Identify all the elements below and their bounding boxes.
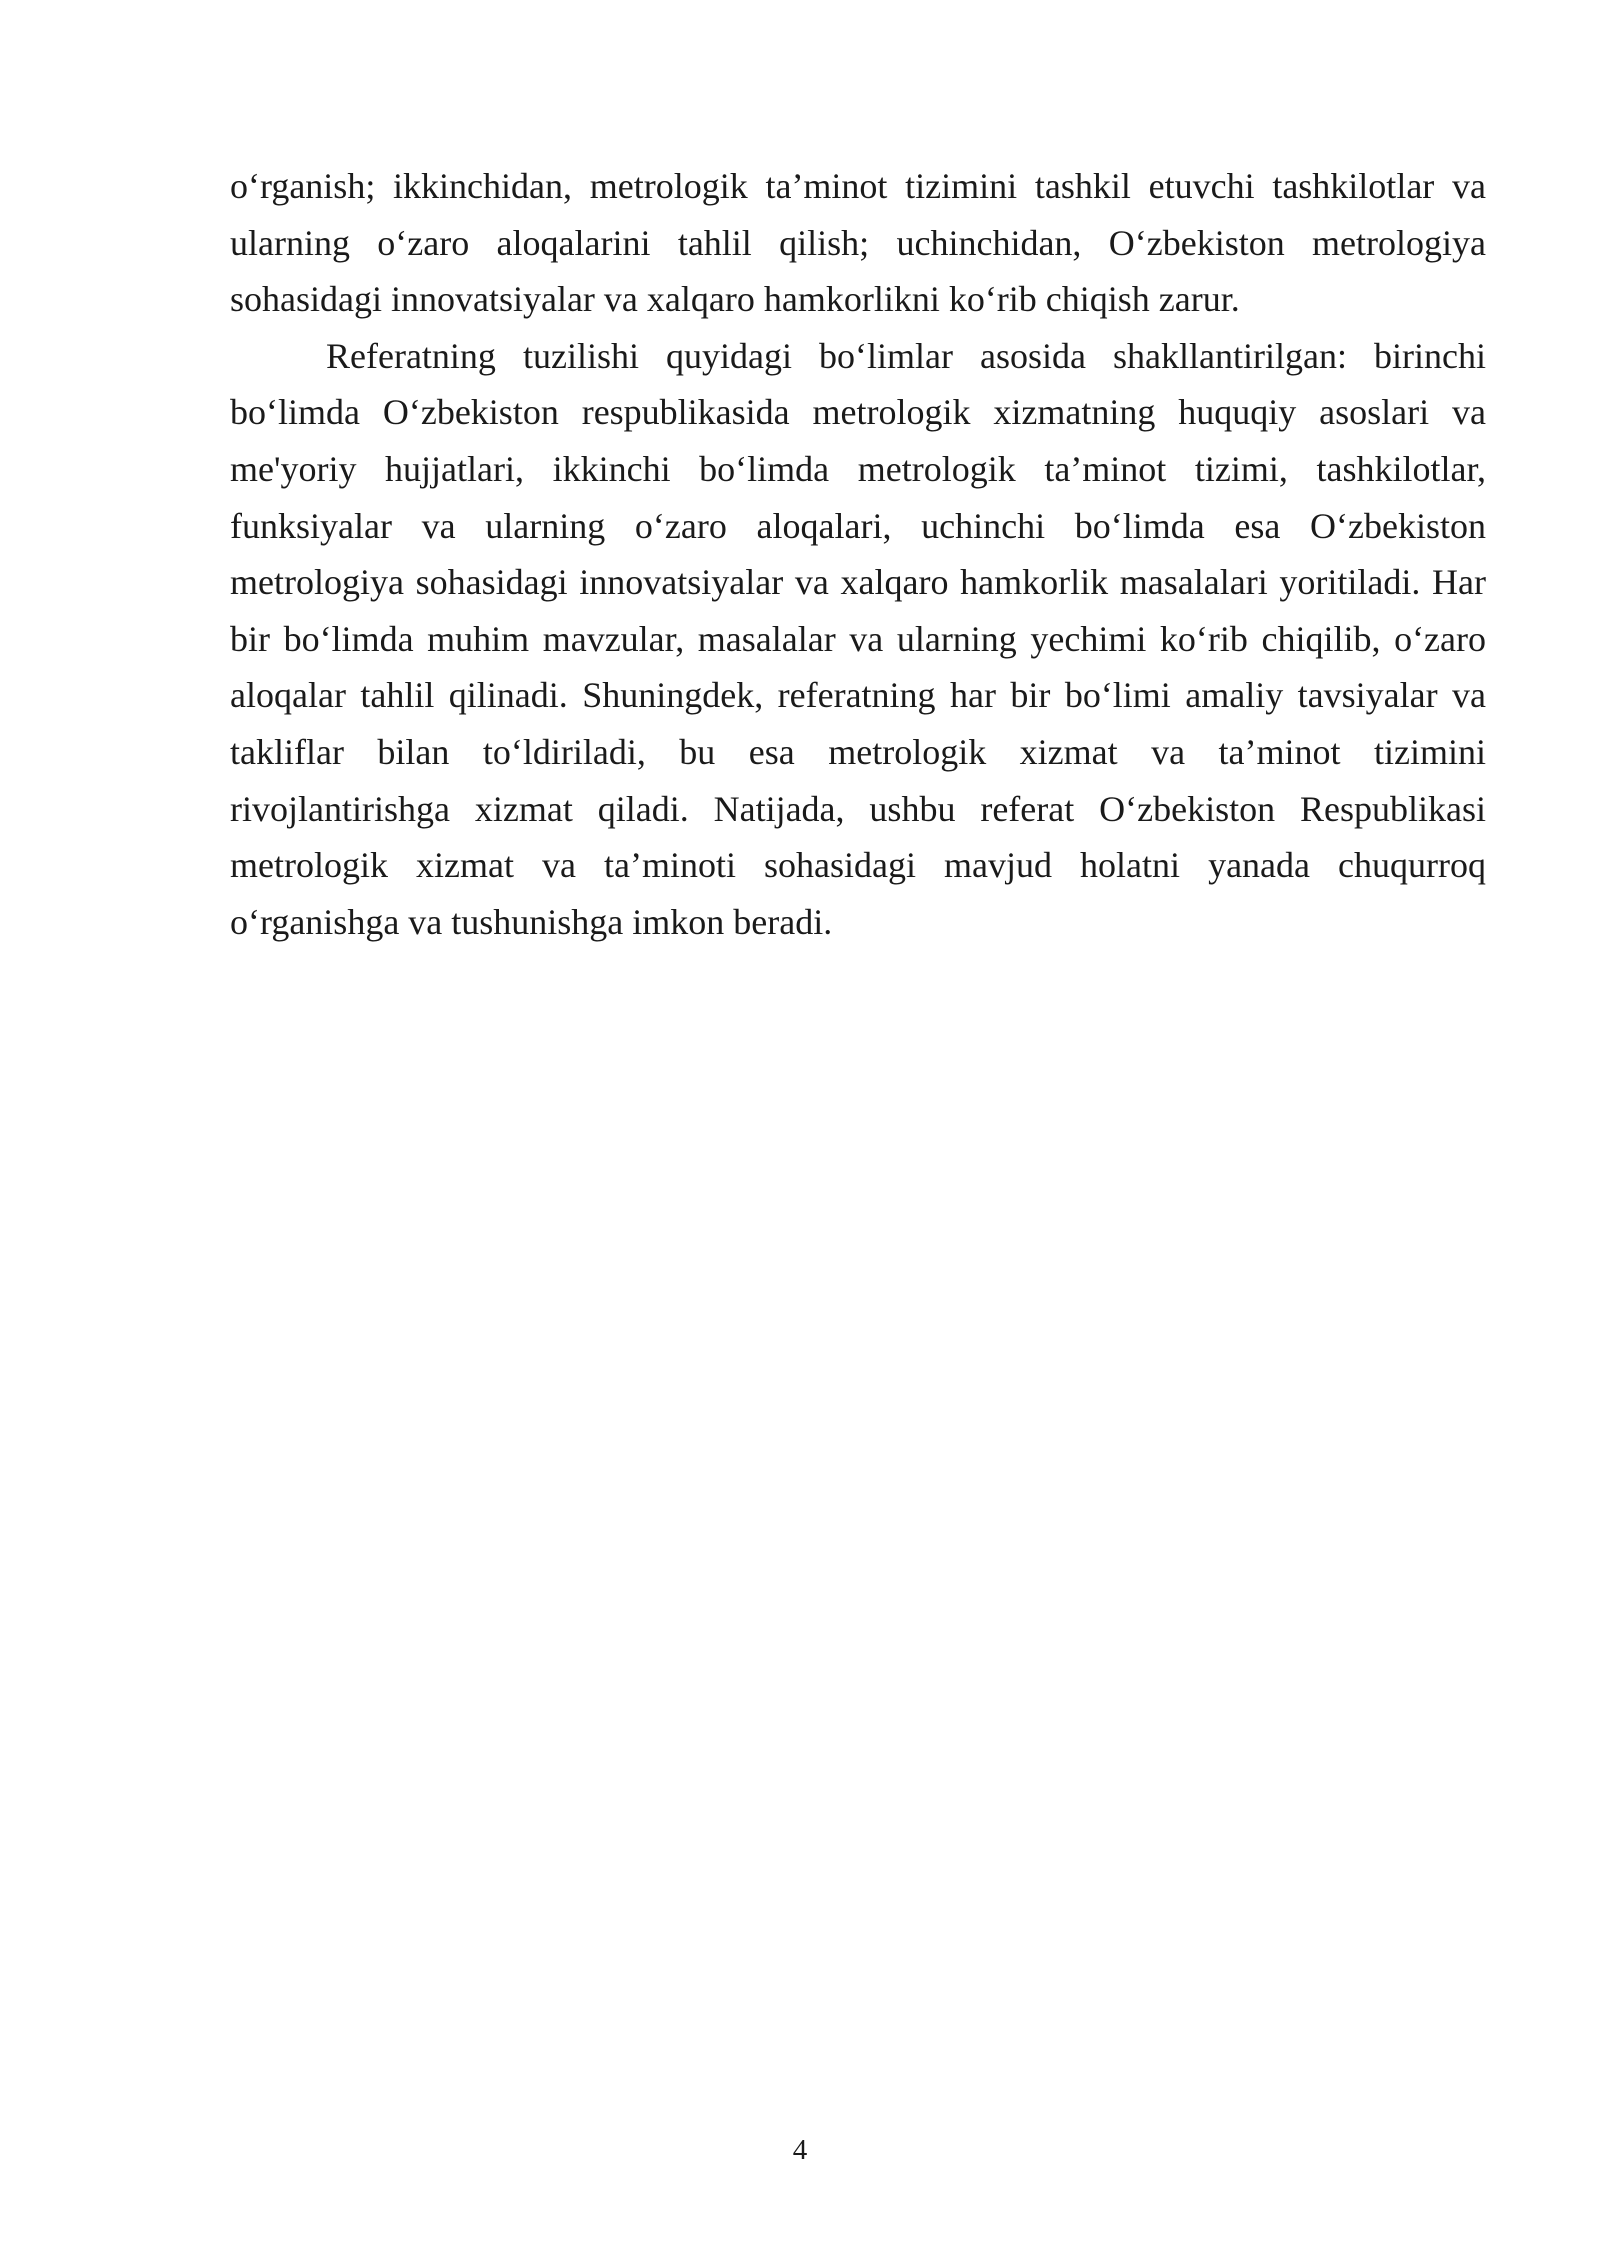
body-text xyxy=(230,158,1486,950)
page-number: 4 xyxy=(792,2134,808,2166)
paragraph-structure: Referatning tuzilishi quyidagi bo‘limlar asosida shakllantirilgan: birinchi bo‘limda O‘zbekiston respublikasida metrologik xizmatning huquqiy asoslari va me'yoriy hujjatlari, ikkinchi bo‘limda metrologik ta’minot tizimi, tashkilotlar, funksiyalar va ularning o‘zaro aloqalari, uchinchi bo‘limda esa O‘zbekiston metrologiya sohasidagi innovatsiyalar va xalqaro hamkorlik masalalari yoritiladi. Har bir bo‘limda muhim mavzular, masalalar va ularning yechimi ko‘rib chiqilib, o‘zaro aloqalar tahlil qilinadi. Shuningdek, referatning har bir bo‘limi amaliy tavsiyalar va takliflar bilan to‘ldiriladi, bu esa metrologik xizmat va ta’minot tizimini rivojlantirishga xizmat qiladi. Natijada, ushbu referat O‘zbekiston Respublikasi metrologik xizmat va ta’minoti sohasidagi mavjud holatni yanada chuqurroq o‘rganishga va tushunishga imkon beradi. xyxy=(230,335,1486,942)
paragraph-continuation: o‘rganish; ikkinchidan, metrologik ta’minot tizimini tashkil etuvchi tashkilotlar va ularning o‘zaro aloqalarini tahlil qilish; uchinchidan, O‘zbekiston metrologiya sohasidagi innovatsiyalar va xalqaro hamkorlikni ko‘rib chiqish zarur. xyxy=(230,166,1486,320)
